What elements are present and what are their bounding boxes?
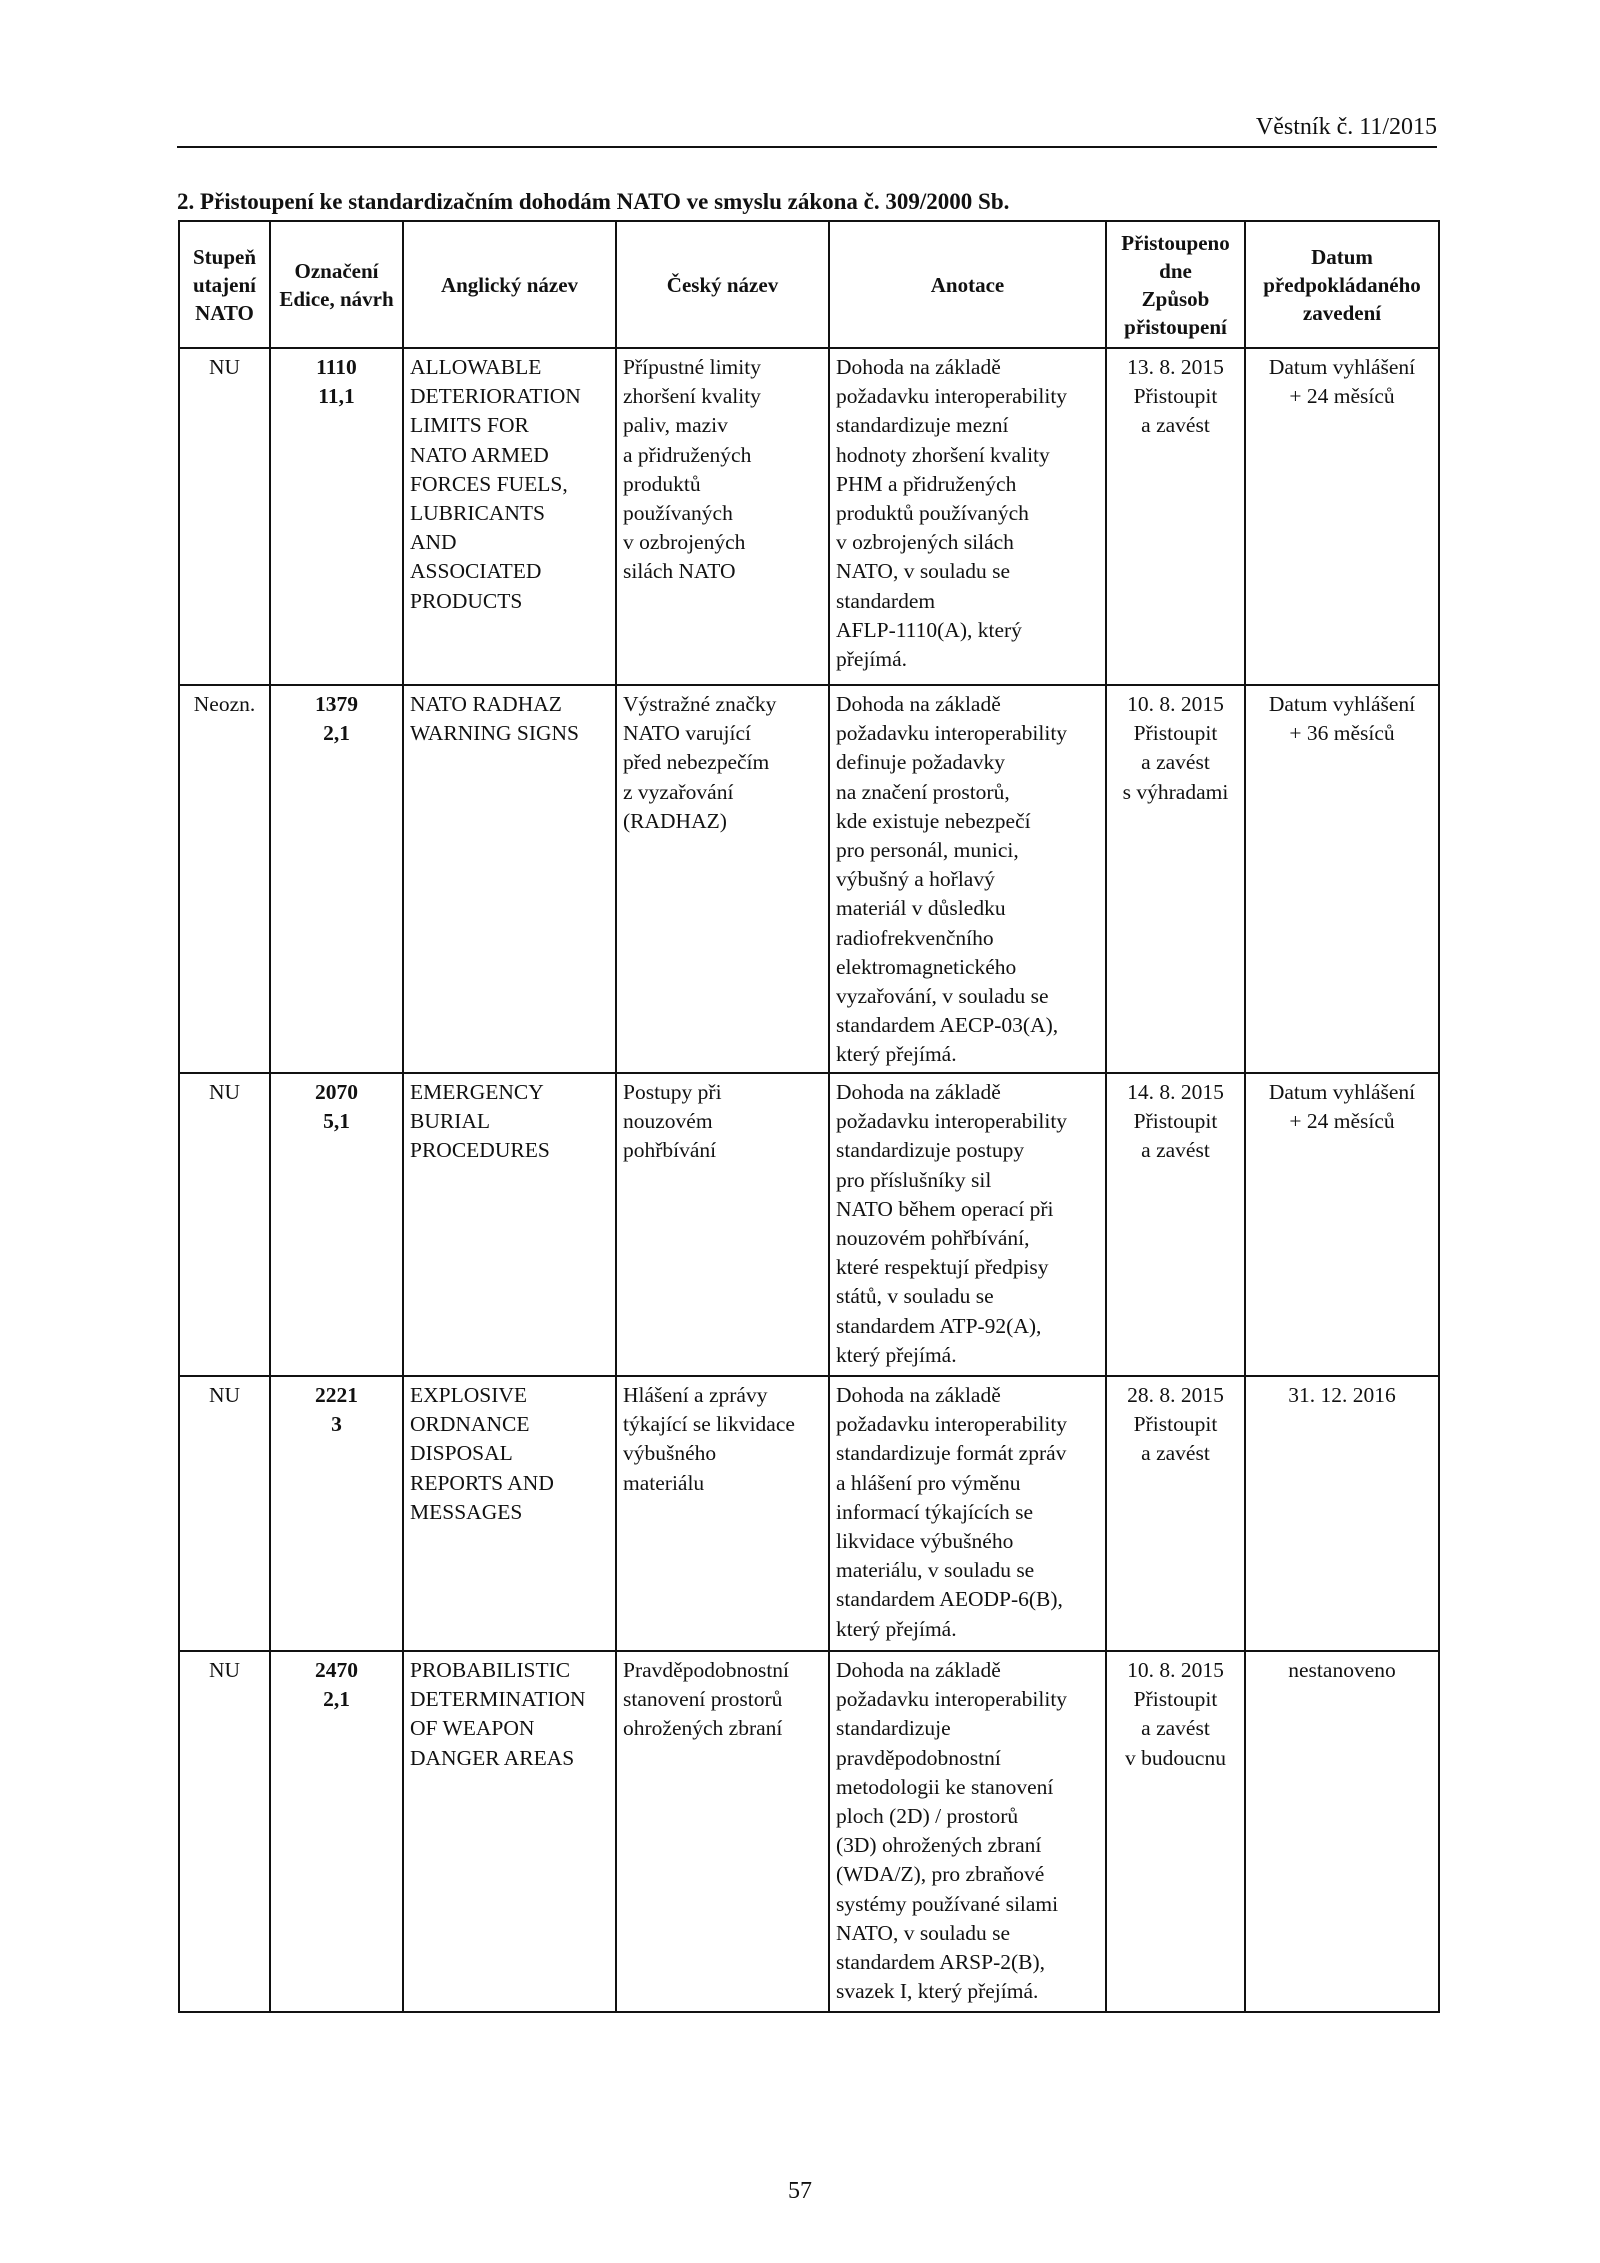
cell-text-line: pohřbívání xyxy=(623,1138,717,1163)
cell-text-line: definuje požadavky xyxy=(836,750,1005,775)
cell-text-line: 3 xyxy=(331,1412,342,1437)
implementation-date-cell xyxy=(1245,685,1439,1073)
cell-text-line: LUBRICANTS xyxy=(410,501,545,526)
cell-text-line: 2470 xyxy=(315,1658,358,1682)
designation-cell xyxy=(270,1073,403,1376)
table-body xyxy=(179,348,1439,2012)
table-row xyxy=(179,1651,1439,2012)
cell-text-line: Pravděpodobnostní xyxy=(623,1658,790,1682)
cell-text-line: používaných xyxy=(623,501,733,526)
classification-cell xyxy=(179,1073,270,1376)
cell-text-line: nouzovém pohřbívání, xyxy=(836,1226,1030,1251)
cell-text-line: států, v souladu se xyxy=(836,1284,994,1309)
cell-text-line: 1379 xyxy=(315,692,358,716)
cell-text-line: DISPOSAL xyxy=(410,1441,513,1466)
cell-text-line: Přípustné limity xyxy=(623,355,761,379)
cell-text-line: nouzovém xyxy=(623,1109,713,1134)
cell-text-line: MESSAGES xyxy=(410,1499,523,1524)
cell-text-line: stanovení prostorů xyxy=(623,1687,783,1712)
accession-cell xyxy=(1106,1651,1245,2012)
cell-text-line: pravděpodobnostní xyxy=(836,1745,1001,1770)
cell-text-line: a hlášení pro výměnu xyxy=(836,1470,1021,1495)
cell-text-line: který přejímá. xyxy=(836,1042,957,1067)
cell-text-line: LIMITS FOR xyxy=(410,413,529,438)
cell-text-line: výbušného xyxy=(623,1441,717,1466)
annotation-cell xyxy=(829,1651,1106,2012)
cell-text-line: PHM a přidružených xyxy=(836,471,1017,496)
cell-text-line: Postupy při xyxy=(623,1080,722,1104)
cell-text-line: NU xyxy=(208,1383,241,1407)
english-name-cell xyxy=(403,348,616,685)
czech-name-cell xyxy=(616,685,829,1073)
cell-text-line: informací týkajících se xyxy=(836,1499,1034,1524)
cell-text-line: 28. 8. 2015 xyxy=(1127,1383,1224,1407)
cell-text-line: svazek I, který přejímá. xyxy=(836,1979,1039,2004)
cell-text-line: požadavku interoperability xyxy=(836,721,1068,746)
english-name-cell xyxy=(403,1073,616,1376)
cell-text-line: ohrožených zbraní xyxy=(623,1716,783,1741)
classification-cell xyxy=(179,348,270,685)
table-row xyxy=(179,1376,1439,1651)
cell-text-line: 10. 8. 2015 xyxy=(1127,692,1224,716)
cell-text-line: ASSOCIATED xyxy=(410,559,542,584)
annotation-cell xyxy=(829,1073,1106,1376)
cell-text-line: nestanoveno xyxy=(1288,1658,1396,1682)
classification-cell xyxy=(179,1651,270,2012)
running-head: Věstník č. 11/2015 xyxy=(1255,114,1437,140)
cell-text-line: OF WEAPON xyxy=(410,1716,535,1741)
implementation-date-cell xyxy=(1245,348,1439,685)
classification-cell xyxy=(179,685,270,1073)
cell-text-line: v budoucnu xyxy=(1125,1745,1226,1770)
cell-text-line: kde existuje nebezpečí xyxy=(836,808,1031,833)
cell-text-line: a zavést xyxy=(1141,1138,1210,1163)
designation-cell xyxy=(270,1376,403,1651)
czech-name-cell xyxy=(616,1073,829,1376)
cell-text-line: standardizuje postupy xyxy=(836,1138,1025,1163)
cell-text-line: zhoršení kvality xyxy=(623,384,761,409)
cell-text-line: z vyzařování xyxy=(623,779,734,804)
cell-text-line: standardem ARSP-2(B), xyxy=(836,1950,1046,1975)
cell-text-line: DETERMINATION xyxy=(410,1687,586,1712)
cell-text-line: NATO RADHAZ xyxy=(410,692,562,716)
cell-text-line: 11,1 xyxy=(318,384,355,409)
page-number: 57 xyxy=(788,2178,812,2204)
cell-text-line: 2221 xyxy=(315,1383,358,1407)
header-accession: Přistoupeno dne Způsob přistoupení xyxy=(1106,221,1245,348)
cell-text-line: 2070 xyxy=(315,1080,358,1104)
cell-text-line: před nebezpečím xyxy=(623,750,770,775)
accession-cell xyxy=(1106,1073,1245,1376)
cell-text-line: standardem xyxy=(836,588,936,613)
cell-text-line: NATO během operací při xyxy=(836,1196,1054,1221)
cell-text-line: standardizuje mezní xyxy=(836,413,1009,438)
cell-text-line: ORDNANCE xyxy=(410,1412,530,1437)
cell-text-line: Přistoupit xyxy=(1133,1687,1218,1712)
designation-cell xyxy=(270,685,403,1073)
cell-text-line: Dohoda na základě xyxy=(836,1383,1001,1407)
english-name-cell xyxy=(403,685,616,1073)
cell-text-line: přejímá. xyxy=(836,647,908,672)
cell-text-line: s výhradami xyxy=(1122,779,1229,804)
cell-text-line: požadavku interoperability xyxy=(836,384,1068,409)
cell-text-line: Přistoupit xyxy=(1133,1412,1218,1437)
czech-name-cell xyxy=(616,1376,829,1651)
cell-text-line: Dohoda na základě xyxy=(836,355,1001,379)
header-english-name: Anglický název xyxy=(403,221,616,348)
cell-text-line: týkající se likvidace xyxy=(623,1412,795,1437)
english-name-cell xyxy=(403,1376,616,1651)
implementation-date-cell xyxy=(1245,1651,1439,2012)
cell-text-line: materiálu, v souladu se xyxy=(836,1558,1035,1583)
cell-text-line: NATO, v souladu se xyxy=(836,559,1010,584)
cell-text-line: produktů používaných xyxy=(836,501,1029,526)
cell-text-line: hodnoty zhoršení kvality xyxy=(836,442,1050,467)
cell-text-line: paliv, maziv xyxy=(623,413,728,438)
cell-text-line: PRODUCTS xyxy=(410,588,523,613)
cell-text-line: + 24 měsíců xyxy=(1289,1109,1395,1134)
accession-cell xyxy=(1106,1376,1245,1651)
czech-name-cell xyxy=(616,348,829,685)
cell-text-line: a zavést xyxy=(1141,1716,1210,1741)
cell-text-line: Dohoda na základě xyxy=(836,1658,1001,1682)
cell-text-line: DETERIORATION xyxy=(410,384,581,409)
cell-text-line: požadavku interoperability xyxy=(836,1687,1068,1712)
cell-text-line: výbušný a hořlavý xyxy=(836,867,995,892)
cell-text-line: NATO, v souladu se xyxy=(836,1920,1010,1945)
cell-text-line: a zavést xyxy=(1141,1441,1210,1466)
cell-text-line: 31. 12. 2016 xyxy=(1288,1383,1396,1407)
table-row xyxy=(179,1073,1439,1376)
cell-text-line: který přejímá. xyxy=(836,1616,957,1641)
implementation-date-cell xyxy=(1245,1376,1439,1651)
cell-text-line: PROCEDURES xyxy=(410,1138,550,1163)
cell-text-line: Výstražné značky xyxy=(623,692,777,716)
cell-text-line: radiofrekvenčního xyxy=(836,925,994,950)
cell-text-line: NATO varující xyxy=(623,721,751,746)
cell-text-line: NATO ARMED xyxy=(410,442,549,467)
cell-text-line: Hlášení a zprávy xyxy=(623,1383,768,1407)
header-czech-name: Český název xyxy=(616,221,829,348)
cell-text-line: NU xyxy=(208,1080,241,1104)
header-rule xyxy=(177,146,1437,148)
cell-text-line: 2,1 xyxy=(323,721,350,746)
cell-text-line: Přistoupit xyxy=(1133,1109,1218,1134)
cell-text-line: WARNING SIGNS xyxy=(410,721,580,746)
cell-text-line: Neozn. xyxy=(193,692,256,716)
cell-text-line: EMERGENCY xyxy=(410,1080,544,1104)
annotation-cell xyxy=(829,1376,1106,1651)
cell-text-line: + 36 měsíců xyxy=(1289,721,1395,746)
cell-text-line: BURIAL xyxy=(410,1109,491,1134)
cell-text-line: pro personál, munici, xyxy=(836,838,1019,863)
header-row xyxy=(179,221,1439,348)
annotation-cell xyxy=(829,685,1106,1073)
cell-text-line: AFLP-1110(A), který xyxy=(836,617,1022,642)
cell-text-line: Dohoda na základě xyxy=(836,692,1001,716)
cell-text-line: (RADHAZ) xyxy=(623,808,727,833)
cell-text-line: vyzařování, v souladu se xyxy=(836,984,1049,1009)
cell-text-line: v ozbrojených silách xyxy=(836,530,1014,555)
cell-text-line: pro příslušníky sil xyxy=(836,1167,992,1192)
cell-text-line: PROBABILISTIC xyxy=(410,1658,571,1682)
cell-text-line: NU xyxy=(208,1658,241,1682)
cell-text-line: standardem ATP-92(A), xyxy=(836,1313,1042,1338)
cell-text-line: požadavku interoperability xyxy=(836,1412,1068,1437)
cell-text-line: materiálu xyxy=(623,1470,705,1495)
cell-text-line: standardem AEODP-6(B), xyxy=(836,1587,1063,1612)
cell-text-line: standardem AECP-03(A), xyxy=(836,1013,1059,1038)
cell-text-line: které respektují předpisy xyxy=(836,1255,1049,1280)
cell-text-line: a zavést xyxy=(1141,413,1210,438)
cell-text-line: ALLOWABLE xyxy=(410,355,542,379)
cell-text-line: požadavku interoperability xyxy=(836,1109,1068,1134)
cell-text-line: 10. 8. 2015 xyxy=(1127,1658,1224,1682)
cell-text-line: v ozbrojených xyxy=(623,530,746,555)
cell-text-line: a přidružených xyxy=(623,442,752,467)
cell-text-line: 2,1 xyxy=(323,1687,350,1712)
cell-text-line: EXPLOSIVE xyxy=(410,1383,528,1407)
cell-text-line: metodologii ke stanovení xyxy=(836,1774,1054,1799)
designation-cell xyxy=(270,348,403,685)
classification-cell xyxy=(179,1376,270,1651)
header-annotation: Anotace xyxy=(829,221,1106,348)
cell-text-line: 1110 xyxy=(316,355,357,379)
cell-text-line: Datum vyhlášení xyxy=(1268,1080,1416,1104)
section-title: 2. Přistoupení ke standardizačním dohodám NATO ve smyslu zákona č. 309/2000 Sb. xyxy=(177,189,1010,214)
agreements-table xyxy=(178,220,1440,2013)
table-row xyxy=(179,685,1439,1073)
implementation-date-cell xyxy=(1245,1073,1439,1376)
cell-text-line: Datum vyhlášení xyxy=(1268,355,1416,379)
cell-text-line: REPORTS AND xyxy=(410,1470,554,1495)
cell-text-line: AND xyxy=(410,530,457,555)
cell-text-line: (3D) ohrožených zbraní xyxy=(836,1833,1042,1858)
cell-text-line: na značení prostorů, xyxy=(836,779,1010,804)
cell-text-line: NU xyxy=(208,355,241,379)
cell-text-line: Přistoupit xyxy=(1133,384,1218,409)
cell-text-line: 13. 8. 2015 xyxy=(1127,355,1224,379)
cell-text-line: likvidace výbušného xyxy=(836,1529,1014,1554)
cell-text-line: Datum vyhlášení xyxy=(1268,692,1416,716)
cell-text-line: 5,1 xyxy=(323,1109,350,1134)
cell-text-line: Dohoda na základě xyxy=(836,1080,1001,1104)
header-implementation-date: Datum předpokládaného zavedení xyxy=(1245,221,1439,348)
accession-cell xyxy=(1106,685,1245,1073)
cell-text-line: + 24 měsíců xyxy=(1289,384,1395,409)
cell-text-line: systémy používané silami xyxy=(836,1891,1059,1916)
cell-text-line: ploch (2D) / prostorů xyxy=(836,1804,1019,1829)
cell-text-line: standardizuje xyxy=(836,1716,951,1741)
cell-text-line: (WDA/Z), pro zbraňové xyxy=(836,1862,1045,1887)
cell-text-line: standardizuje formát zpráv xyxy=(836,1441,1067,1466)
designation-cell xyxy=(270,1651,403,2012)
cell-text-line: FORCES FUELS, xyxy=(410,471,568,496)
cell-text-line: Přistoupit xyxy=(1133,721,1218,746)
cell-text-line: produktů xyxy=(623,471,701,496)
czech-name-cell xyxy=(616,1651,829,2012)
cell-text-line: elektromagnetického xyxy=(836,954,1017,979)
accession-cell xyxy=(1106,348,1245,685)
cell-text-line: materiál v důsledku xyxy=(836,896,1006,921)
english-name-cell xyxy=(403,1651,616,2012)
cell-text-line: který přejímá. xyxy=(836,1342,957,1367)
annotation-cell xyxy=(829,348,1106,685)
cell-text-line: DANGER AREAS xyxy=(410,1745,575,1770)
cell-text-line: a zavést xyxy=(1141,750,1210,775)
table-row xyxy=(179,348,1439,685)
header-designation: Označení Edice, návrh xyxy=(270,221,403,348)
cell-text-line: 14. 8. 2015 xyxy=(1127,1080,1224,1104)
header-classification: Stupeň utajení NATO xyxy=(179,221,270,348)
cell-text-line: silách NATO xyxy=(623,559,736,584)
